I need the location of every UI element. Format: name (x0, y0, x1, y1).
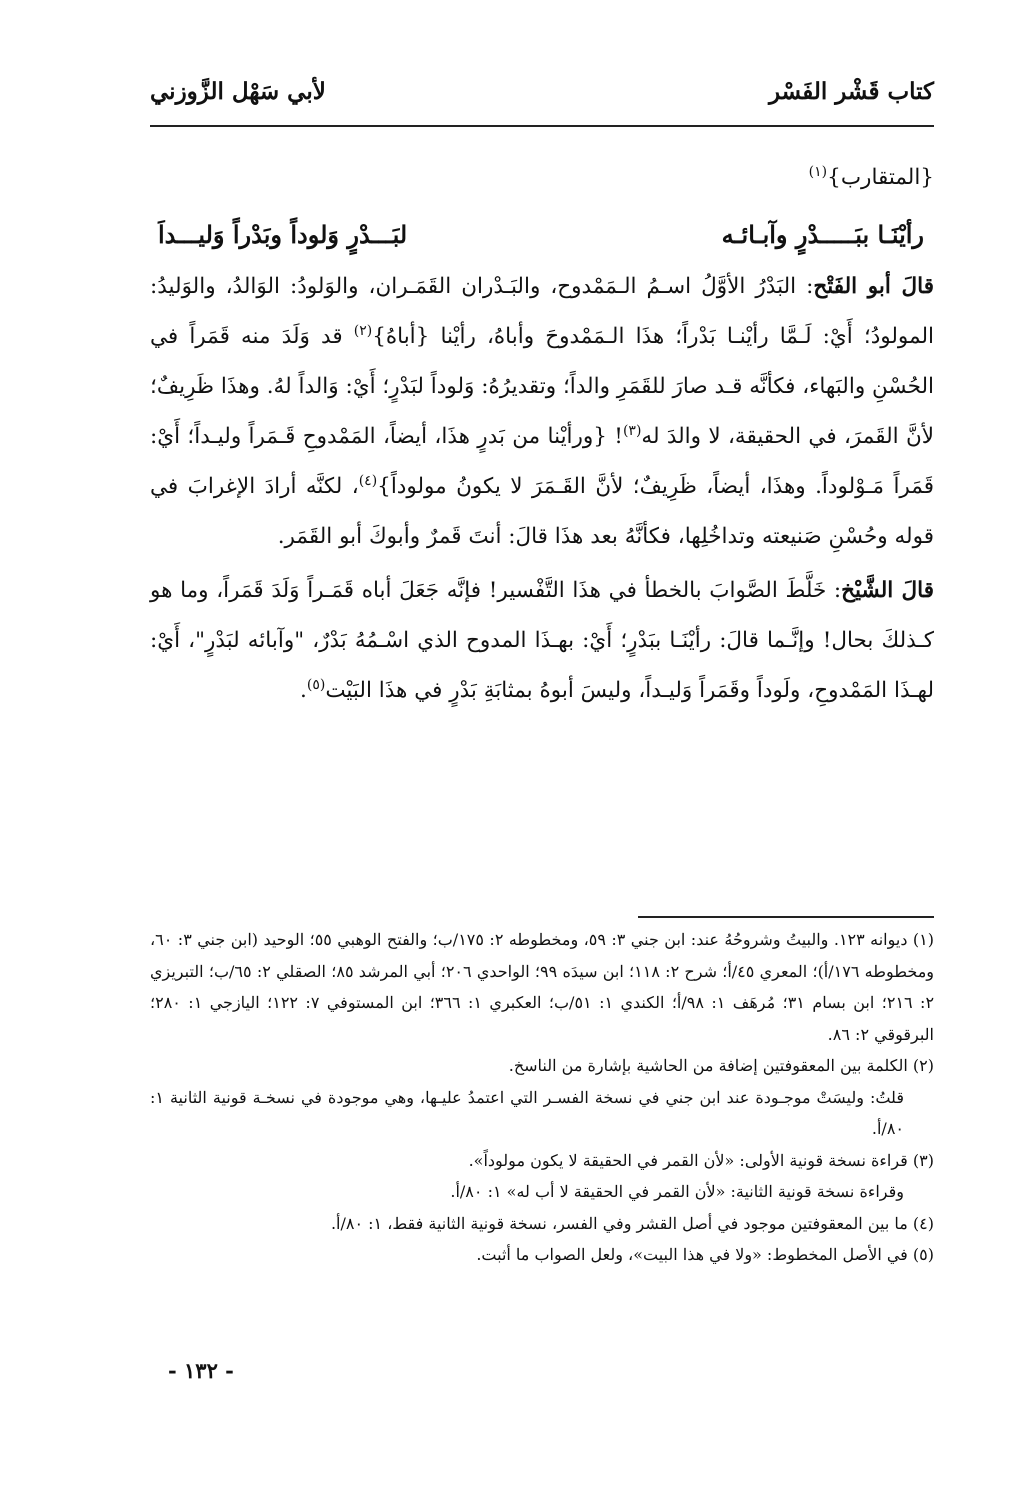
footnote-divider (638, 916, 934, 918)
footnote-1: (١) ديوانه ١٢٣. والبيتُ وشروحُهُ عند: ابن جني ٣: ٥٩، ومخطوطه ٢: ١٧٥/ب؛ والفتح الوهبي ٥٥؛ الوحيد (ابن جني ٣: ٦٠، ومخطوطه ١٧٦/أ)؛ المعري ٤٥/أ؛ شرح ٢: ١١٨؛ ابن سيدَه ٩٩؛ الواحدي ٢٠٦؛ أبي المرشد ٨٥؛ الصقلي ٢: ٦٥/ب؛ التبريزي ٢: ٢١٦؛ ابن بسام ٣١؛ مُرهَف ١: ٩٨/أ؛ الكندي ١: ٥١/ب؛ العكبري ١: ٣٦٦؛ ابن المستوفي ٧: ١٢٢؛ اليازجي ١: ٢٨٠؛ البرقوقي ٢: ٨٦. (150, 930, 935, 1044)
speaker-label: قالَ أبو الفَتْح (813, 274, 934, 299)
footnote-ref-4: (٤) (358, 472, 378, 489)
main-text (150, 158, 934, 716)
paragraph-text: ، لكنَّه أرادَ الإغرابَ في قوله وحُسْنِ صَنيعته وتداخُلِها، فكأنَّهُ بعد هذَا قالَ: أنتَ قَمرٌ وأبوكَ أبو القَمَر. (150, 474, 934, 549)
footnote-ref-5: (٥) (306, 676, 326, 693)
author-name: لأبي سَهْل الزَّوزني (150, 78, 326, 105)
commentary-paragraph-abu-alfath (150, 262, 934, 562)
footnote-ref-2: (٢) (353, 322, 373, 339)
footnote-2-comment: قلتُ: وليسَتْ موجـودة عند ابن جني في نسخة الفسـر التي اعتمدُ عليـها، وهي موجودة في نسخـة قونية الثانية ١: ٨٠/أ. (150, 1087, 904, 1138)
paragraph-text: ! {ورأيْنا من بَدرٍ هذَا، أيضاً، المَمْدوحِ قَـمَراً وليـداً؛ أَيْ: قَمَراً مَـوْلوداً. وهذَا، أيضاً، ظَرِيفٌ؛ لأنَّ القَـمَرَ لا يكونُ مولوداً} (150, 424, 934, 499)
verse-second-hemistich: لبَـــدْرٍ وَلوداً وبَدْراً وَليـــداَ (158, 220, 408, 249)
page-number: - ١٣٢ - (168, 1358, 234, 1383)
meter-label (150, 158, 934, 198)
speaker-label: قالَ الشَّيْخ (841, 578, 934, 603)
paragraph-text: قد وَلَدَ منه قَمَراً في الحُسْنِ والبَهاء، فكأنَّه قـد صارَ للقَمَرِ والداً؛ وتقديرُهُ: وَلوداً لبَدْرٍ؛ أَيْ: وَالداً لهُ. وهذَا ظَرِيفٌ؛ لأنَّ القَمرَ، في الحقيقة، لا والدَ له (150, 324, 934, 449)
footnote-ref-3: (٣) (622, 422, 642, 439)
paragraph-text: : البَدْرُ الأوَّلُ اسـمُ الـمَمْدوح، والبَـدْران القَمَـران، والوَلودُ: الوَالدُ، والوَليدُ: المولودُ؛ أَيْ: لَـمَّا رأيْنـا بَدْراً؛ هذَا الـمَمْدوحَ وأباهُ، رأيْنا {أباهُ} (150, 274, 934, 349)
paragraph-text: : خَلَّطَ الصَّوابَ بالخطأ في هذَا التَّفْسير! فإنَّه جَعَلَ أباه قَمَـراً وَلَدَ قَمَراً، وما هو كـذلكَ بحال! وإنَّـما قالَ: رأيْنَـا ببَدْرٍ؛ أَيْ: بهـذَا المدوح الذي اسْـمُهُ بَدْرٌ، "وآبائه لبَدْرٍ"، أَيْ: لهـذَا المَمْدوحِ، ولَوداً وقَمَراً وَليـداً، وليسَ أبوهُ بمثابَةِ بَدْرٍ في هذَا البَيْت (150, 578, 934, 703)
footnote-4: (٤) ما بين المعقوفتين موجود في أصل القشر وفي الفسر، نسخة قونية الثانية فقط، ١: ٨٠/أ. (330, 1213, 934, 1233)
header-divider (150, 125, 934, 127)
footnote-2: (٢) الكلمة بين المعقوفتين إضافة من الحاشية بإشارة من الناسخ. (508, 1056, 934, 1075)
footnote-ref-1: (١) (808, 163, 828, 180)
commentary-paragraph-sheikh (150, 566, 934, 716)
book-title: كتاب قَشْر الفَسْر (768, 78, 934, 105)
meter-name: {المتقارب} (827, 165, 934, 190)
footnote-3-variant: وقراءة نسخة قونية الثانية: «لأن القمر في الحقيقة لا أب له» ١: ٨٠/أ. (450, 1182, 904, 1201)
footnote-3: (٣) قراءة نسخة قونية الأولى: «لأن القمر في الحقيقة لا يكون مولوداً». (468, 1150, 934, 1170)
footnotes (150, 924, 934, 1271)
running-header (150, 78, 934, 126)
paragraph-text: . (300, 678, 307, 703)
poem-verse (158, 212, 924, 258)
verse-first-hemistich: رأيْنَـا ببَـــــدْرٍ وآبـائـه (721, 220, 924, 249)
footnote-5: (٥) في الأصل المخطوط: «ولا في هذا البيت»، ولعل الصواب ما أثبت. (476, 1245, 934, 1264)
